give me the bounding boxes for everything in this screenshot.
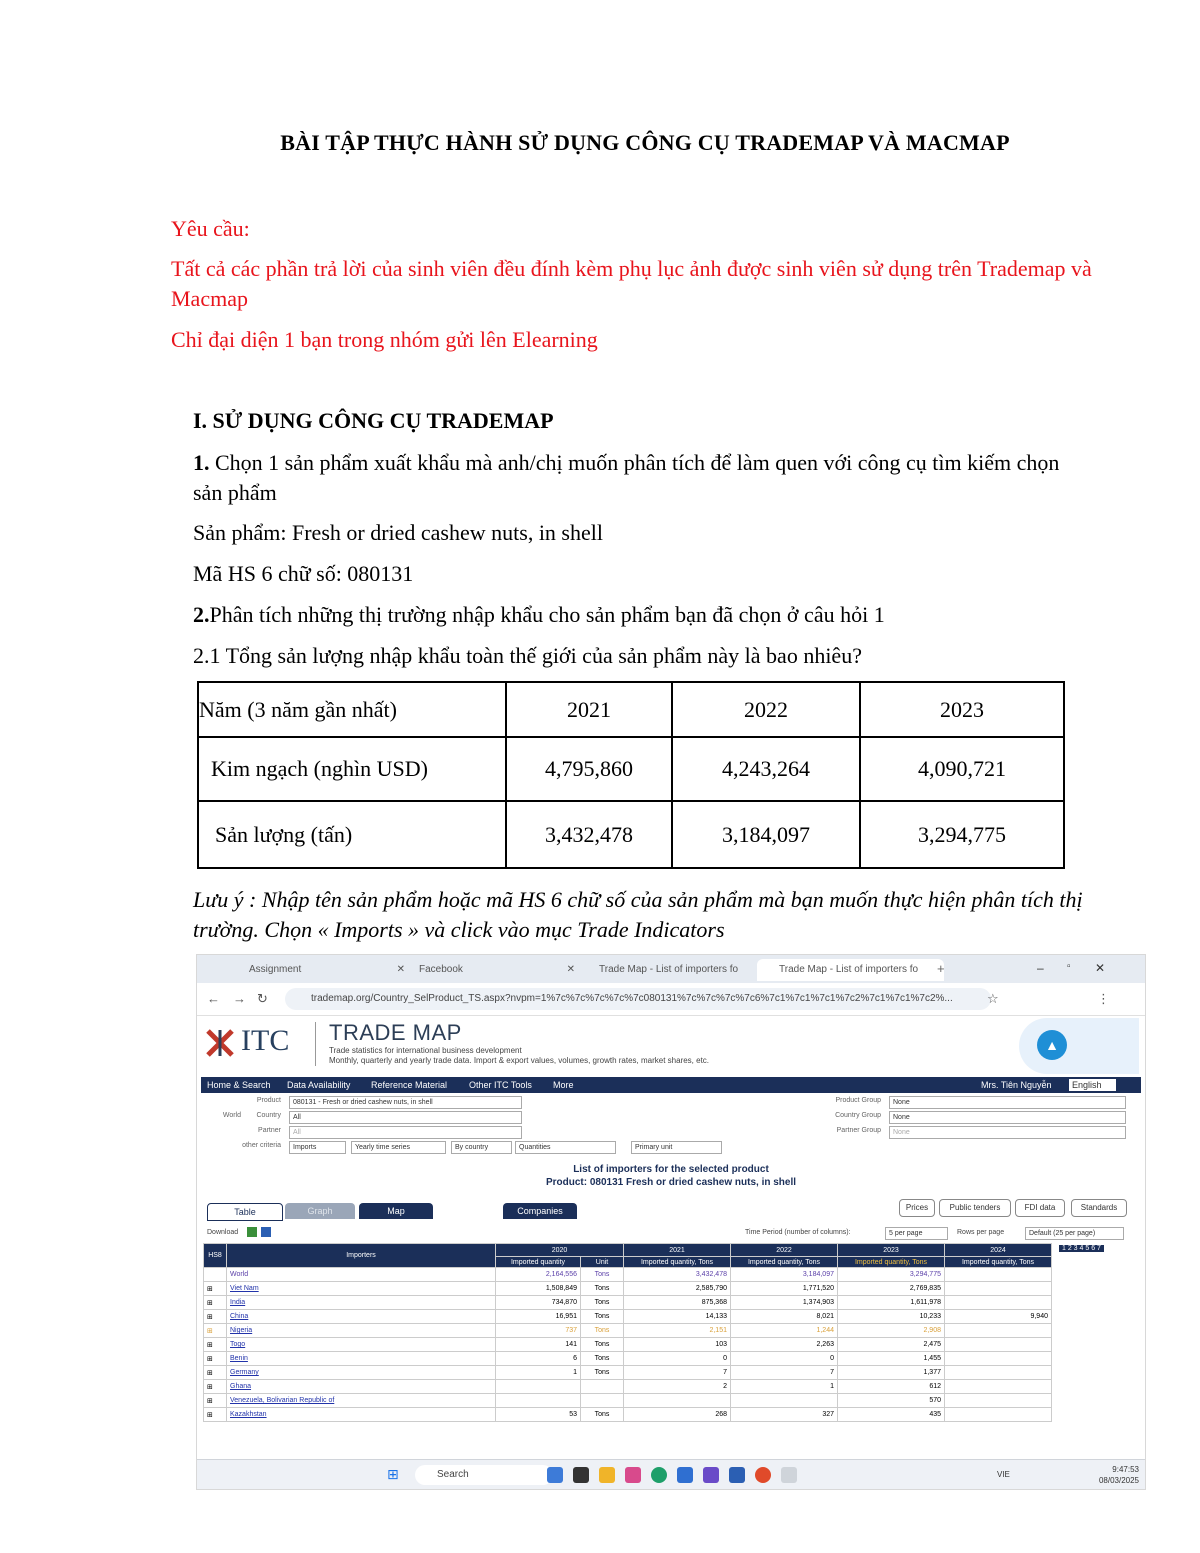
table-cell: 53 — [496, 1408, 581, 1422]
close-icon[interactable]: ✕ — [566, 964, 575, 975]
close-window-icon[interactable]: ✕ — [1095, 961, 1106, 975]
view-tabs — [197, 1197, 1145, 1221]
tab-companies[interactable]: Companies — [503, 1203, 577, 1219]
app-icon[interactable] — [781, 1467, 797, 1483]
table-row — [204, 1380, 1052, 1394]
table-cell: 1 — [496, 1366, 581, 1380]
time-series-select[interactable]: Yearly time series — [351, 1141, 446, 1154]
word-app-icon[interactable] — [729, 1467, 745, 1483]
browser-tab-active[interactable] — [757, 959, 944, 981]
country-radio[interactable]: Country — [256, 1112, 281, 1119]
table-cell: 875,368 — [624, 1296, 731, 1310]
table-header-cell: Năm (3 năm gần nhất) — [198, 682, 506, 737]
table-cell: 9,940 — [945, 1310, 1052, 1324]
table-header-cell: 2021 — [624, 1244, 731, 1257]
windows-taskbar — [197, 1459, 1145, 1490]
table-cell: 4,795,860 — [506, 737, 672, 801]
tab-label: Trade Map - List of importers fo — [779, 964, 919, 975]
table-cell: Tons — [581, 1282, 624, 1296]
requirement-label: Yêu cầu: — [171, 216, 250, 241]
menu-item[interactable]: More — [553, 1080, 574, 1090]
partner-group-label: Partner Group — [836, 1127, 881, 1134]
table-row — [198, 737, 1064, 801]
table-row — [204, 1310, 1052, 1324]
table-cell: 10,233 — [838, 1310, 945, 1324]
tab-label: Facebook — [419, 964, 463, 975]
expand-icon[interactable]: ⊞ — [204, 1310, 227, 1324]
site-tagline — [329, 1046, 829, 1066]
menu-icon[interactable]: ⋮ — [1097, 991, 1110, 1006]
table-row — [204, 1408, 1052, 1422]
maximize-icon[interactable]: ▫ — [1067, 961, 1071, 972]
table-cell: Tons — [581, 1338, 624, 1352]
table-cell — [945, 1366, 1052, 1380]
table-cell: 1,508,849 — [496, 1282, 581, 1296]
import-summary-table — [197, 681, 1065, 869]
table-row — [204, 1268, 1052, 1282]
partner-select[interactable]: All — [289, 1126, 522, 1139]
tab-graph[interactable]: Graph — [285, 1203, 355, 1219]
table-row — [204, 1366, 1052, 1380]
user-name[interactable]: Mrs. Tiên Nguyễn — [981, 1080, 1052, 1090]
browser-tab[interactable] — [227, 959, 409, 981]
taskbar-clock[interactable] — [1099, 1464, 1139, 1486]
table-header-cell: 2020 — [496, 1244, 624, 1257]
browser-tab[interactable] — [577, 959, 764, 981]
table-cell: Tons — [581, 1296, 624, 1310]
tab-map[interactable]: Map — [359, 1203, 433, 1219]
download-label: Download — [207, 1229, 239, 1236]
table-cell: 4,090,721 — [860, 737, 1064, 801]
word-icon[interactable] — [261, 1227, 271, 1237]
table-cell: 734,870 — [496, 1296, 581, 1310]
table-cell: 570 — [838, 1394, 945, 1408]
table-row — [204, 1282, 1052, 1296]
app-icon[interactable] — [703, 1467, 719, 1483]
table-cell: 1 — [731, 1380, 838, 1394]
prices-button[interactable]: Prices — [899, 1199, 935, 1217]
partner-group-select[interactable]: None — [889, 1126, 1126, 1139]
filter-panel — [201, 1095, 1141, 1155]
table-cell — [945, 1282, 1052, 1296]
question-1-number: 1. — [193, 450, 210, 475]
table-cell: 7 — [731, 1366, 838, 1380]
table-cell: 16,951 — [496, 1310, 581, 1324]
note-text: Lưu ý : Nhập tên sản phẩm hoặc mã HS 6 chữ số của sản phẩm mà bạn muốn thực hiện phân tích thị trường. Chọn « Imports » và click vào mục Trade Indicators — [193, 887, 1083, 942]
table-cell: 3,294,775 — [860, 801, 1064, 868]
table-cell — [581, 1380, 624, 1394]
table-header-cell[interactable]: Imported quantity — [496, 1257, 581, 1268]
itc-logo-text: ITC — [241, 1024, 290, 1057]
hs-code-line: Mã HS 6 chữ số: 080131 — [193, 561, 414, 586]
product-group-select[interactable]: None — [889, 1096, 1126, 1109]
star-icon[interactable]: ☆ — [987, 991, 999, 1006]
chrome-icon[interactable] — [755, 1467, 771, 1483]
table-header-cell[interactable]: Imported quantity, Tons — [624, 1257, 731, 1268]
expand-icon[interactable] — [204, 1268, 227, 1282]
importer-name[interactable]: Benin — [227, 1352, 496, 1366]
list-title — [197, 1163, 1145, 1189]
table-cell — [945, 1380, 1052, 1394]
importer-name[interactable]: Kazakhstan — [227, 1408, 496, 1422]
table-cell: 7 — [624, 1366, 731, 1380]
table-header-cell[interactable]: Imported quantity, Tons — [838, 1257, 945, 1268]
trade-flow-select[interactable]: Imports — [289, 1141, 346, 1154]
unit-select[interactable]: Primary unit — [631, 1141, 722, 1154]
importers-table — [203, 1243, 1052, 1422]
table-cell: 2,585,790 — [624, 1282, 731, 1296]
question-2-number: 2. — [193, 602, 210, 627]
table-cell: 2,475 — [838, 1338, 945, 1352]
section-heading: I. SỬ DỤNG CÔNG CỤ TRADEMAP — [193, 408, 554, 433]
importer-name[interactable]: Venezuela, Bolivarian Republic of — [227, 1394, 496, 1408]
table-row — [204, 1296, 1052, 1310]
table-cell: 2,151 — [624, 1324, 731, 1338]
table-cell: 3,432,478 — [506, 801, 672, 868]
table-cell: 1,455 — [838, 1352, 945, 1366]
table-cell: 3,184,097 — [731, 1268, 838, 1282]
taskbar-search[interactable]: Search — [415, 1465, 553, 1485]
table-cell: 268 — [624, 1408, 731, 1422]
table-cell: 612 — [838, 1380, 945, 1394]
importer-name[interactable]: Ghana — [227, 1380, 496, 1394]
table-cell: 1,611,978 — [838, 1296, 945, 1310]
standards-button[interactable]: Standards — [1071, 1199, 1127, 1217]
table-cell: 737 — [496, 1324, 581, 1338]
close-icon[interactable]: ✕ — [396, 964, 405, 975]
question-2-text: Phân tích những thị trường nhập khẩu cho sản phẩm bạn đã chọn ở câu hỏi 1 — [209, 602, 885, 627]
table-cell: 2,908 — [838, 1324, 945, 1338]
table-cell — [731, 1394, 838, 1408]
importer-name[interactable]: Togo — [227, 1338, 496, 1352]
table-cell — [496, 1394, 581, 1408]
banner-divider — [315, 1022, 316, 1066]
tab-label: Trade Map - List of importers fo — [599, 964, 739, 975]
table-row — [204, 1352, 1052, 1366]
task-view-icon[interactable] — [573, 1467, 589, 1483]
fdi-data-button[interactable]: FDI data — [1015, 1199, 1065, 1217]
forward-icon[interactable]: → — [233, 991, 246, 1006]
product-label: Product — [256, 1097, 281, 1104]
table-cell — [496, 1380, 581, 1394]
table-row — [204, 1394, 1052, 1408]
store-icon[interactable] — [625, 1467, 641, 1483]
expand-icon[interactable]: ⊞ — [204, 1408, 227, 1422]
table-cell: Tons — [581, 1408, 624, 1422]
trademap-screenshot — [196, 954, 1146, 1490]
rows-select[interactable]: Default (25 per page) — [1025, 1227, 1124, 1240]
tagline-line-1: Trade statistics for international business development — [329, 1046, 522, 1055]
table-header-cell: 2021 — [506, 682, 672, 737]
by-country-select[interactable]: By country — [451, 1141, 512, 1154]
table-cell: Tons — [581, 1366, 624, 1380]
expand-icon[interactable]: ⊞ — [204, 1352, 227, 1366]
table-cell: 3,294,775 — [838, 1268, 945, 1282]
table-cell: 6 — [496, 1352, 581, 1366]
importer-name[interactable]: Viet Nam — [227, 1282, 496, 1296]
table-header-cell: 2024 — [945, 1244, 1052, 1257]
table-cell — [945, 1296, 1052, 1310]
country-group-label: Country Group — [835, 1112, 881, 1119]
expand-icon[interactable]: ⊞ — [204, 1282, 227, 1296]
time-period-label: Time Period (number of columns): — [745, 1229, 851, 1236]
table-cell — [945, 1338, 1052, 1352]
table-cell: Tons — [581, 1324, 624, 1338]
back-icon[interactable]: ← — [207, 991, 220, 1006]
table-header-cell: HS8 — [204, 1244, 227, 1268]
product-group-label: Product Group — [835, 1097, 881, 1104]
widgets-icon[interactable] — [547, 1467, 563, 1483]
table-toolbar — [197, 1227, 1145, 1241]
expand-icon[interactable]: ⊞ — [204, 1394, 227, 1408]
chart-icon[interactable]: ▲ — [1037, 1030, 1067, 1060]
question-2-1: 2.1 Tổng sản lượng nhập khẩu toàn thế giới của sản phẩm này là bao nhiêu? — [193, 643, 862, 668]
table-cell: 327 — [731, 1408, 838, 1422]
trademap-banner — [197, 1016, 1145, 1072]
table-cell — [945, 1268, 1052, 1282]
other-criteria-label: other criteria — [242, 1142, 281, 1149]
table-cell — [945, 1352, 1052, 1366]
rows-per-page-label: Rows per page — [957, 1229, 1005, 1236]
tab-table[interactable]: Table — [207, 1203, 283, 1221]
table-cell: 2,263 — [731, 1338, 838, 1352]
table-cell: 14,133 — [624, 1310, 731, 1324]
table-cell — [624, 1394, 731, 1408]
table-cell — [945, 1324, 1052, 1338]
globe-graphic — [1019, 1018, 1139, 1074]
table-cell — [945, 1408, 1052, 1422]
list-title-line: List of importers for the selected product — [573, 1164, 769, 1175]
excel-icon[interactable] — [247, 1227, 257, 1237]
document-title: BÀI TẬP THỰC HÀNH SỬ DỤNG CÔNG CỤ TRADEMAP VÀ MACMAP — [280, 130, 1010, 155]
importer-name[interactable]: Germany — [227, 1366, 496, 1380]
table-header-cell: 2022 — [731, 1244, 838, 1257]
table-cell: 141 — [496, 1338, 581, 1352]
table-cell: 1,771,520 — [731, 1282, 838, 1296]
clock-time: 9:47:53 — [1112, 1465, 1139, 1474]
requirement-line-2: Chỉ đại diện 1 bạn trong nhóm gửi lên Elearning — [171, 327, 598, 352]
partner-label: Partner — [258, 1127, 281, 1134]
expand-icon[interactable]: ⊞ — [204, 1380, 227, 1394]
table-cell: 2,769,835 — [838, 1282, 945, 1296]
browser-tab-bar — [197, 955, 1145, 983]
country-group-select[interactable]: None — [889, 1111, 1126, 1124]
table-cell: Tons — [581, 1352, 624, 1366]
menu-item[interactable]: Other ITC Tools — [469, 1080, 532, 1090]
table-cell: 3,432,478 — [624, 1268, 731, 1282]
table-cell: 435 — [838, 1408, 945, 1422]
importer-name[interactable]: Nigeria — [227, 1324, 496, 1338]
tagline-line-2: Monthly, quarterly and yearly trade data. Import & export values, volumes, growth rates, market shares, etc. — [329, 1056, 710, 1065]
table-header-cell: Unit — [581, 1257, 624, 1268]
pagination[interactable]: 1 2 3 4 5 6 7 — [1059, 1245, 1104, 1252]
language-select[interactable]: English — [1069, 1079, 1116, 1091]
table-cell: 2,164,556 — [496, 1268, 581, 1282]
table-cell: Sản lượng (tấn) — [198, 801, 506, 868]
table-header-row — [198, 682, 1064, 737]
table-cell: 3,184,097 — [672, 801, 860, 868]
table-cell: 0 — [624, 1352, 731, 1366]
table-cell: 8,021 — [731, 1310, 838, 1324]
table-cell: 1,374,903 — [731, 1296, 838, 1310]
menu-item[interactable]: Data Availability — [287, 1080, 351, 1090]
table-header-cell[interactable]: Imported quantity, Tons — [731, 1257, 838, 1268]
columns-select[interactable]: 5 per page — [885, 1227, 948, 1240]
expand-icon[interactable]: ⊞ — [204, 1324, 227, 1338]
menu-item[interactable]: Reference Material — [371, 1080, 448, 1090]
importer-name[interactable]: India — [227, 1296, 496, 1310]
browser-tab[interactable] — [397, 959, 579, 981]
table-header-cell: 2022 — [672, 682, 860, 737]
country-select[interactable]: All — [289, 1111, 522, 1124]
world-radio[interactable]: World — [222, 1112, 241, 1119]
requirement-line-1: Tất cả các phần trả lời của sinh viên đều đính kèm phụ lục ảnh được sinh viên sử dụng trên Trademap và Macmap — [171, 256, 1092, 311]
site-menu-bar — [201, 1077, 1141, 1093]
clock-date: 08/03/2025 — [1098, 1476, 1139, 1485]
table-header-cell: 2023 — [860, 682, 1064, 737]
importers-table-body — [204, 1268, 1052, 1422]
product-line: Sản phẩm: Fresh or dried cashew nuts, in shell — [193, 520, 603, 545]
table-row — [204, 1338, 1052, 1352]
expand-icon[interactable]: ⊞ — [204, 1366, 227, 1380]
question-2 — [193, 600, 1093, 630]
reload-icon[interactable]: ↻ — [257, 991, 268, 1006]
table-header-row — [204, 1244, 1052, 1257]
minimize-icon[interactable]: – — [1037, 961, 1044, 975]
table-header-cell: 2023 — [838, 1244, 945, 1257]
edge-icon[interactable] — [651, 1467, 667, 1483]
table-header-cell[interactable]: Importers — [227, 1244, 496, 1268]
new-tab-icon[interactable]: + — [937, 961, 945, 976]
table-cell: Tons — [581, 1268, 624, 1282]
table-cell: 4,243,264 — [672, 737, 860, 801]
menu-item[interactable]: Home & Search — [207, 1080, 271, 1090]
file-explorer-icon[interactable] — [599, 1467, 615, 1483]
expand-icon[interactable]: ⊞ — [204, 1338, 227, 1352]
table-cell: Kim ngạch (nghìn USD) — [198, 737, 506, 801]
table-row — [198, 801, 1064, 868]
table-cell: 2 — [624, 1380, 731, 1394]
itc-logo-icon — [205, 1028, 235, 1058]
table-cell — [945, 1394, 1052, 1408]
table-cell: 103 — [624, 1338, 731, 1352]
table-cell: 0 — [731, 1352, 838, 1366]
expand-icon[interactable]: ⊞ — [204, 1296, 227, 1310]
table-cell: 1,244 — [731, 1324, 838, 1338]
question-1 — [193, 448, 1093, 508]
language-indicator[interactable]: VIE — [997, 1470, 1010, 1479]
question-1-text: Chọn 1 sản phẩm xuất khẩu mà anh/chị muốn phân tích để làm quen với công cụ tìm kiếm chọn sản phẩm — [193, 450, 1060, 505]
importer-name[interactable]: China — [227, 1310, 496, 1324]
table-header-cell[interactable]: Imported quantity, Tons — [945, 1257, 1052, 1268]
importer-name: World — [227, 1268, 496, 1282]
product-select[interactable]: 080131 - Fresh or dried cashew nuts, in shell — [289, 1096, 522, 1109]
address-bar-row — [197, 983, 1145, 1016]
url-input[interactable]: trademap.org/Country_SelProduct_TS.aspx?nvpm=1%7c%7c%7c%7c%7c080131%7c%7c%7c%7c6%7c1%7c1%7c1%7c2%7c1%7c1%7c2%... — [285, 988, 991, 1010]
mail-icon[interactable] — [677, 1467, 693, 1483]
site-title: TRADE MAP — [329, 1020, 462, 1045]
list-product-line: Product: 080131 Fresh or dried cashew nuts, in shell — [545, 1177, 797, 1188]
table-cell — [581, 1394, 624, 1408]
start-icon[interactable]: ⊞ — [387, 1466, 399, 1482]
table-cell: Tons — [581, 1310, 624, 1324]
table-row — [204, 1324, 1052, 1338]
public-tenders-button[interactable]: Public tenders — [939, 1199, 1011, 1217]
tab-label: Assignment — [249, 964, 302, 975]
table-cell: 1,377 — [838, 1366, 945, 1380]
indicator-select[interactable]: Quantities — [515, 1141, 616, 1154]
